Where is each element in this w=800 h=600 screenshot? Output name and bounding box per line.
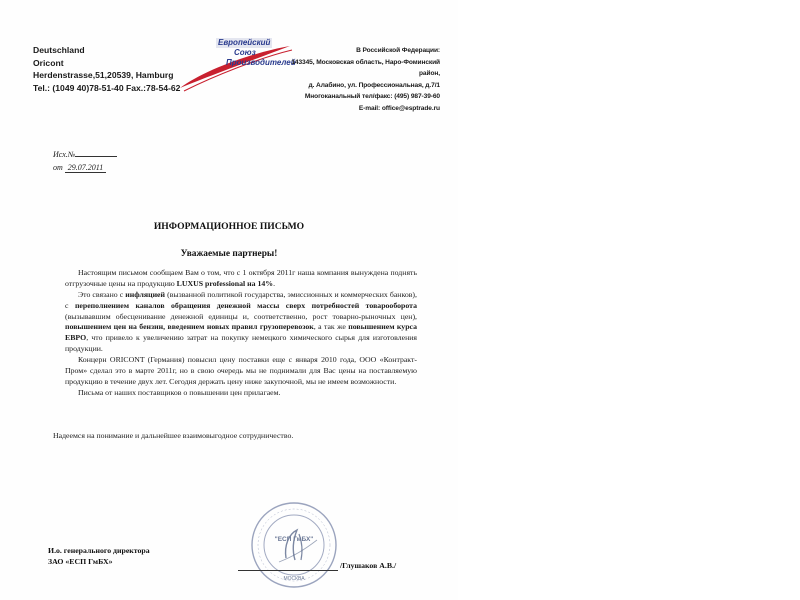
paragraph-1: Настоящим письмом сообщаем Вам о том, что с 1 октября 2011г наша компания вынуждена поднять отгрузочные цены на продукцию LUXUS professional на 14%. <box>65 268 417 288</box>
closing-line: Надеемся на понимание и дальнейшее взаимовыгодное сотрудничество. <box>53 431 294 440</box>
logo-line-2: Союз <box>234 48 256 57</box>
sender-country: Deutschland <box>33 45 85 55</box>
sender-phone: Tel.: (1049 40)78-51-40 Fax.:78-54-62 <box>33 82 181 93</box>
paragraph-2: Это связано с инфляцией (вызванной политикой государства, эмиссионных и коммерческих банков), с переполнением каналов обращения денежной массы сверх потребностей товарооборота (вызывавшим обесценивание денежной единицы и, соответственно, рост товарно-рыночных цен), повышением цен на бензин, введением новых правил грузоперевозок, а так же повышением курса ЕВРО, что привело к увеличению затрат на покупку немецкого химического сырья для изготовления продукции. <box>65 290 417 354</box>
signatory-position: И.о. генерального директора <box>48 546 150 555</box>
greeting: Уважаемые партнеры! <box>180 249 278 259</box>
paragraph-3: Концерн ORICONT (Германия) повысил цену поставки еще с января 2010 года, ООО «Контракт-Пром» сделал это в марте 2011г, но в свою очередь мы не поднимали для Вас цены на поставляемую продукцию в течение двух лет. Сегодня держать цену ниже закупочной, мы не имеем возможности. <box>65 355 417 386</box>
signatory-name: /Глушаков А.В./ <box>340 561 397 570</box>
ref-number-label: Исх.№ <box>53 150 76 159</box>
sender-company: Oricont <box>33 57 64 68</box>
signature-line <box>238 570 338 571</box>
recipient-address <box>270 45 440 115</box>
logo-line-1: Европейский <box>218 38 271 47</box>
office-label: В Российской Федерации: <box>356 47 440 54</box>
sender-address <box>33 44 180 94</box>
stamp-bottom-text: МОСКВА <box>283 576 305 582</box>
letter-body <box>65 268 417 399</box>
sender-street: Herdenstrasse,51,20539, Hamburg <box>33 70 174 80</box>
office-email: E-mail: office@esptrade.ru <box>358 104 440 112</box>
document-title: ИНФОРМАЦИОННОЕ ПИСЬМО <box>153 221 305 232</box>
logo-line-3: Производителей <box>226 58 296 67</box>
office-street: д. Алабино, ул. Профессиональная, д.7/1 <box>308 81 440 89</box>
company-stamp <box>249 500 339 590</box>
office-region: 143345, Московская область, Наро-Фоминский район, <box>291 58 440 78</box>
signatory-company: ЗАО «ЕСП ГмБХ» <box>48 557 113 566</box>
paragraph-4: Письма от наших поставщиков о повышении цен прилагаем. <box>78 388 281 398</box>
signatory-title <box>48 545 150 567</box>
ref-date-value: 29.07.2011 <box>65 163 106 173</box>
stamp-center-text: "ЕСП ГмБХ" <box>274 536 314 543</box>
ref-date-label: от <box>53 163 63 172</box>
ref-date <box>53 163 106 172</box>
office-phone: Многоканальный тел/факс: (495) 987-39-60 <box>304 93 440 101</box>
ref-number <box>53 150 117 159</box>
